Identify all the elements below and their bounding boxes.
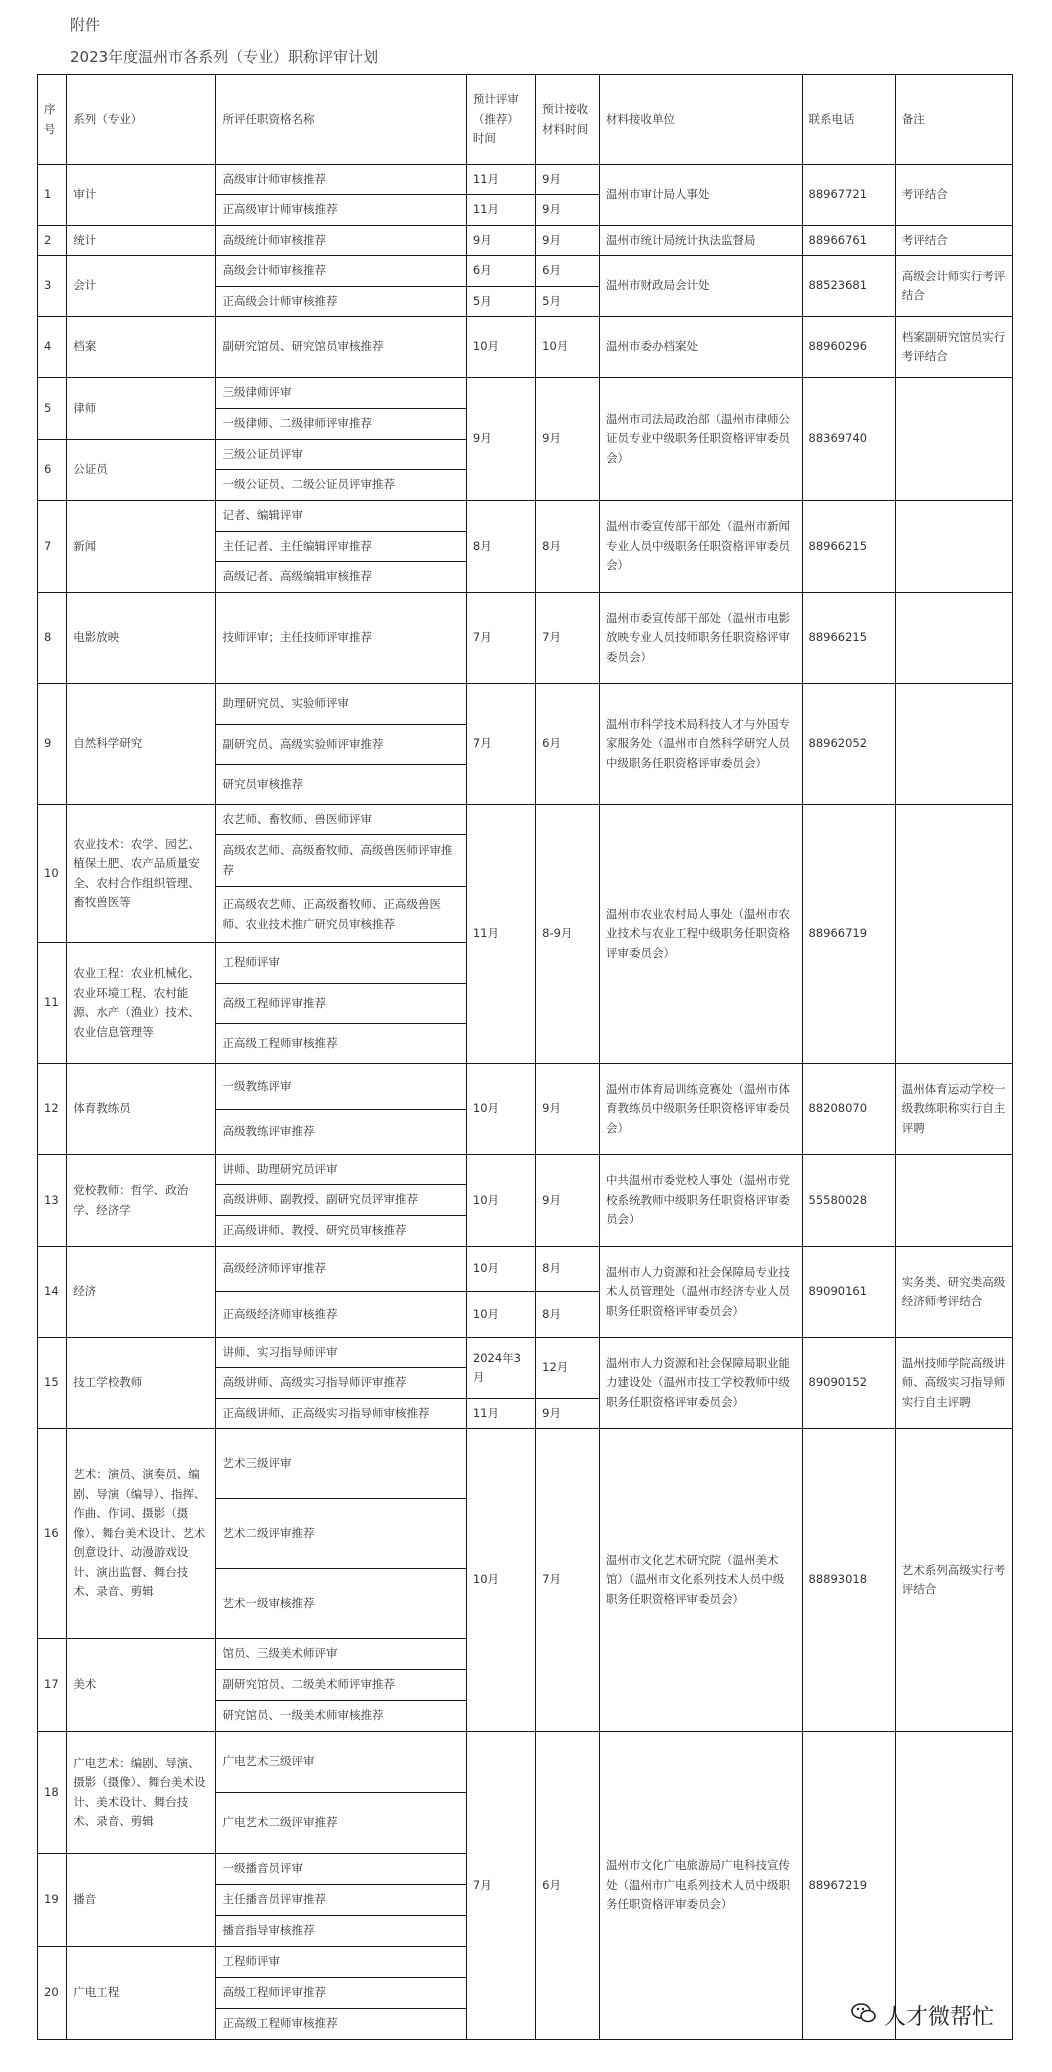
cell-review-time: 10月 [466,1155,535,1247]
cell-no: 14 [38,1247,67,1338]
table-row [38,1429,1013,1499]
cell-no: 9 [38,684,67,805]
cell-material-time: 8月 [536,501,600,593]
cell-series: 自然科学研究 [67,684,216,805]
cell-material-time: 8月 [536,1292,600,1338]
cell-no: 8 [38,593,67,684]
cell-qualification: 研究员审核推荐 [216,765,466,805]
cell-material-time: 6月 [536,256,600,287]
cell-review-time: 11月 [466,195,535,226]
cell-phone: 88208070 [802,1064,895,1155]
cell-phone: 88967721 [802,165,895,226]
cell-review-time: 10月 [466,1292,535,1338]
cell-no: 12 [38,1064,67,1155]
cell-review-time: 10月 [466,317,535,378]
cell-qualification: 正高级农艺师、正高级畜牧师、正高级兽医师、农业技术推广研究员审核推荐 [216,887,466,943]
cell-material-time: 9月 [536,1399,600,1429]
cell-qualification: 一级公证员、二级公证员评审推荐 [216,470,466,501]
table-row [38,1247,1013,1292]
cell-material-time: 9月 [536,378,600,501]
wechat-icon [850,2001,878,2031]
cell-qualification: 高级农艺师、高级畜牧师、高级兽医师评审推荐 [216,835,466,887]
cell-no: 3 [38,256,67,317]
cell-material-time: 7月 [536,593,600,684]
cell-material-time: 6月 [536,1732,600,2040]
cell-review-time: 2024年3月 [466,1338,535,1399]
wechat-watermark [850,2000,994,2031]
cell-phone: 89090161 [802,1247,895,1338]
cell-series: 会计 [67,256,216,317]
cell-review-time: 8月 [466,501,535,593]
cell-no: 17 [38,1639,67,1732]
cell-unit: 温州市财政局会计处 [600,256,802,317]
cell-unit: 中共温州市委党校人事处（温州市党校系统教师中级职务任职资格评审委员会） [600,1155,802,1247]
cell-series: 农业技术：农学、园艺、植保土肥、农产品质量安全、农村合作组织管理、畜牧兽医等 [67,805,216,943]
cell-unit: 温州市文化艺术研究院（温州美术馆）（温州市文化系列技术人员中级职务任职资格评审委员会） [600,1429,802,1732]
cell-qualification: 技师评审；主任技师评审推荐 [216,593,466,684]
cell-no: 16 [38,1429,67,1639]
cell-qualification: 高级教练评审推荐 [216,1110,466,1155]
cell-no: 6 [38,440,67,501]
cell-qualification: 讲师、实习指导师评审 [216,1338,466,1368]
table-row [38,593,1013,684]
cell-series: 党校教师：哲学、政治学、经济学 [67,1155,216,1247]
cell-qualification: 一级律师、二级律师评审推荐 [216,409,466,440]
cell-no: 5 [38,378,67,440]
cell-note: 实务类、研究类高级经济师考评结合 [895,1247,1012,1338]
table-row [38,1338,1013,1368]
cell-review-time: 7月 [466,1732,535,2040]
col-header-material-time: 预计接收材料时间 [536,75,600,165]
cell-series: 审计 [67,165,216,226]
table-row [38,501,1013,532]
col-header-qualification: 所评任职资格名称 [216,75,466,165]
cell-note [895,501,1012,593]
cell-series: 公证员 [67,440,216,501]
cell-note: 艺术系列高级实行考评结合 [895,1429,1012,1732]
watermark-text: 人才微帮忙 [884,2005,995,2030]
cell-material-time: 8-9月 [536,805,600,1064]
cell-note: 考评结合 [895,165,1012,226]
cell-material-time: 6月 [536,684,600,805]
cell-unit: 温州市统计局统计执法监督局 [600,226,802,256]
cell-note [895,593,1012,684]
cell-qualification: 研究馆员、一级美术师审核推荐 [216,1701,466,1732]
cell-qualification: 副研究员、高级实验师评审推荐 [216,725,466,765]
col-header-no: 序号 [38,75,67,165]
cell-material-time: 9月 [536,1064,600,1155]
cell-material-time: 10月 [536,317,600,378]
cell-qualification: 助理研究员、实验师评审 [216,684,466,725]
cell-qualification: 正高级审计师审核推荐 [216,195,466,226]
cell-unit: 温州市委宣传部干部处（温州市新闻专业人员中级职务任职资格评审委员会） [600,501,802,593]
col-header-phone: 联系电话 [802,75,895,165]
cell-qualification: 主任播音员评审推荐 [216,1885,466,1916]
cell-series: 技工学校教师 [67,1338,216,1429]
cell-material-time: 12月 [536,1338,600,1399]
cell-review-time: 6月 [466,256,535,287]
cell-review-time: 9月 [466,226,535,256]
cell-series: 新闻 [67,501,216,593]
cell-qualification: 高级工程师评审推荐 [216,984,466,1024]
cell-note [895,1732,1012,2040]
table-row [38,378,1013,409]
cell-material-time: 9月 [536,165,600,195]
cell-phone: 88966215 [802,501,895,593]
cell-qualification: 副研究馆员、研究馆员审核推荐 [216,317,466,378]
cell-review-time: 11月 [466,165,535,195]
evaluation-plan-table [37,74,1013,2040]
cell-review-time: 7月 [466,684,535,805]
cell-qualification: 一级播音员评审 [216,1854,466,1885]
cell-material-time: 7月 [536,1429,600,1732]
cell-no: 20 [38,1947,67,2040]
cell-series: 美术 [67,1639,216,1732]
cell-phone: 88523681 [802,256,895,317]
cell-note [895,684,1012,805]
cell-qualification: 艺术一级审核推荐 [216,1569,466,1639]
cell-unit: 温州市人力资源和社会保障局职业能力建设处（温州市技工学校教师中级职务任职资格评审委员会） [600,1338,802,1429]
cell-review-time: 9月 [466,378,535,501]
cell-note [895,378,1012,501]
cell-no: 2 [38,226,67,256]
cell-no: 4 [38,317,67,378]
cell-phone: 88966719 [802,805,895,1064]
cell-unit: 温州市委宣传部干部处（温州市电影放映专业人员技师职务任职资格评审委员会） [600,593,802,684]
cell-qualification: 讲师、助理研究员评审 [216,1155,466,1185]
cell-note: 档案副研究馆员实行考评结合 [895,317,1012,378]
cell-phone: 89090152 [802,1338,895,1429]
cell-review-time: 10月 [466,1247,535,1292]
cell-material-time: 9月 [536,226,600,256]
cell-unit: 温州市委办档案处 [600,317,802,378]
annex-label: 附件 [70,16,101,34]
cell-unit: 温州市司法局政治部（温州市律师公证员专业中级职务任职资格评审委员会） [600,378,802,501]
cell-review-time: 7月 [466,593,535,684]
cell-series: 档案 [67,317,216,378]
cell-review-time: 10月 [466,1064,535,1155]
cell-series: 电影放映 [67,593,216,684]
cell-note: 高级会计师实行考评结合 [895,256,1012,317]
cell-series: 经济 [67,1247,216,1338]
cell-note: 温州体育运动学校一级教练职称实行自主评聘 [895,1064,1012,1155]
cell-phone: 55580028 [802,1155,895,1247]
cell-qualification: 农艺师、畜牧师、兽医师评审 [216,805,466,835]
cell-qualification: 高级经济师评审推荐 [216,1247,466,1292]
cell-qualification: 高级统计师审核推荐 [216,226,466,256]
table-row [38,256,1013,287]
cell-no: 10 [38,805,67,943]
col-header-note: 备注 [895,75,1012,165]
table-row [38,1732,1013,1793]
cell-unit: 温州市人力资源和社会保障局专业技术人员管理处（温州市经济专业人员职务任职资格评审委员会） [600,1247,802,1338]
cell-phone: 88966215 [802,593,895,684]
col-header-series: 系列（专业） [67,75,216,165]
cell-unit: 温州市科学技术局科技人才与外国专家服务处（温州市自然科学研究人员中级职务任职资格评审委员会） [600,684,802,805]
cell-qualification: 高级讲师、高级实习指导师评审推荐 [216,1368,466,1399]
cell-material-time: 5月 [536,287,600,317]
cell-note [895,1155,1012,1247]
cell-no: 11 [38,943,67,1064]
cell-qualification: 正高级会计师审核推荐 [216,287,466,317]
cell-qualification: 高级审计师审核推荐 [216,165,466,195]
cell-unit: 温州市体育局训练竞赛处（温州市体育教练员中级职务任职资格评审委员会） [600,1064,802,1155]
cell-no: 13 [38,1155,67,1247]
cell-phone: 88893018 [802,1429,895,1732]
cell-unit: 温州市审计局人事处 [600,165,802,226]
table-row [38,1064,1013,1110]
table-row [38,165,1013,195]
cell-qualification: 工程师评审 [216,1947,466,1978]
table-row [38,805,1013,835]
cell-qualification: 正高级工程师审核推荐 [216,2009,466,2040]
cell-material-time: 9月 [536,1155,600,1247]
cell-note: 温州技师学院高级讲师、高级实习指导师实行自主评聘 [895,1338,1012,1429]
cell-phone: 88967219 [802,1732,895,2040]
cell-series: 农业工程：农业机械化、农业环境工程、农村能源、水产（渔业）技术、农业信息管理等 [67,943,216,1064]
cell-qualification: 高级讲师、副教授、副研究员评审推荐 [216,1185,466,1216]
cell-series: 艺术：演员、演奏员、编剧、导演（编导）、指挥、作曲、作词、摄影（摄像）、舞台美术设计、艺术创意设计、动漫游戏设计、演出监督、舞台技术、录音、剪辑 [67,1429,216,1639]
cell-qualification: 副研究馆员、二级美术师评审推荐 [216,1670,466,1701]
col-header-receiving-unit: 材料接收单位 [600,75,802,165]
cell-series: 统计 [67,226,216,256]
cell-qualification: 馆员、三级美术师评审 [216,1639,466,1670]
cell-review-time: 10月 [466,1429,535,1732]
cell-qualification: 广电艺术二级评审推荐 [216,1793,466,1854]
table-row [38,1155,1013,1185]
cell-no: 18 [38,1732,67,1854]
cell-qualification: 广电艺术三级评审 [216,1732,466,1793]
cell-qualification: 正高级讲师、正高级实习指导师审核推荐 [216,1399,466,1429]
cell-qualification: 三级公证员评审 [216,440,466,470]
cell-no: 15 [38,1338,67,1429]
cell-series: 广电工程 [67,1947,216,2040]
cell-phone: 88369740 [802,378,895,501]
cell-qualification: 高级工程师评审推荐 [216,1978,466,2009]
cell-no: 1 [38,165,67,226]
cell-series: 播音 [67,1854,216,1947]
cell-qualification: 主任记者、主任编辑评审推荐 [216,532,466,562]
cell-phone: 88962052 [802,684,895,805]
cell-qualification: 工程师评审 [216,943,466,984]
cell-qualification: 正高级工程师审核推荐 [216,1024,466,1064]
cell-material-time: 9月 [536,195,600,226]
cell-unit: 温州市文化广电旅游局广电科技宣传处（温州市广电系列技术人员中级职务任职资格评审委员会） [600,1732,802,2040]
table-header-row [38,75,1013,165]
cell-qualification: 播音指导审核推荐 [216,1916,466,1947]
cell-qualification: 一级教练评审 [216,1064,466,1110]
cell-phone: 88966761 [802,226,895,256]
cell-review-time: 11月 [466,1399,535,1429]
cell-no: 7 [38,501,67,593]
cell-qualification: 高级记者、高级编辑审核推荐 [216,562,466,593]
cell-review-time: 11月 [466,805,535,1064]
cell-note: 考评结合 [895,226,1012,256]
cell-qualification: 三级律师评审 [216,378,466,409]
table-row [38,317,1013,378]
cell-series: 广电艺术：编剧、导演、摄影（摄像）、舞台美术设计、美术设计、舞台技术、录音、剪辑 [67,1732,216,1854]
col-header-review-time: 预计评审（推荐）时间 [466,75,535,165]
cell-qualification: 艺术二级评审推荐 [216,1499,466,1569]
cell-phone: 88960296 [802,317,895,378]
cell-series: 体育教练员 [67,1064,216,1155]
cell-note [895,805,1012,1064]
cell-qualification: 记者、编辑评审 [216,501,466,532]
cell-no: 19 [38,1854,67,1947]
cell-qualification: 正高级讲师、教授、研究员审核推荐 [216,1216,466,1247]
table-row [38,684,1013,725]
cell-unit: 温州市农业农村局人事处（温州市农业技术与农业工程中级职务任职资格评审委员会） [600,805,802,1064]
cell-qualification: 高级会计师审核推荐 [216,256,466,287]
cell-series: 律师 [67,378,216,440]
cell-review-time: 5月 [466,287,535,317]
cell-qualification: 正高级经济师审核推荐 [216,1292,466,1338]
table-row [38,226,1013,256]
cell-material-time: 8月 [536,1247,600,1292]
cell-qualification: 艺术三级评审 [216,1429,466,1499]
document-title: 2023年度温州市各系列（专业）职称评审计划 [70,48,379,66]
